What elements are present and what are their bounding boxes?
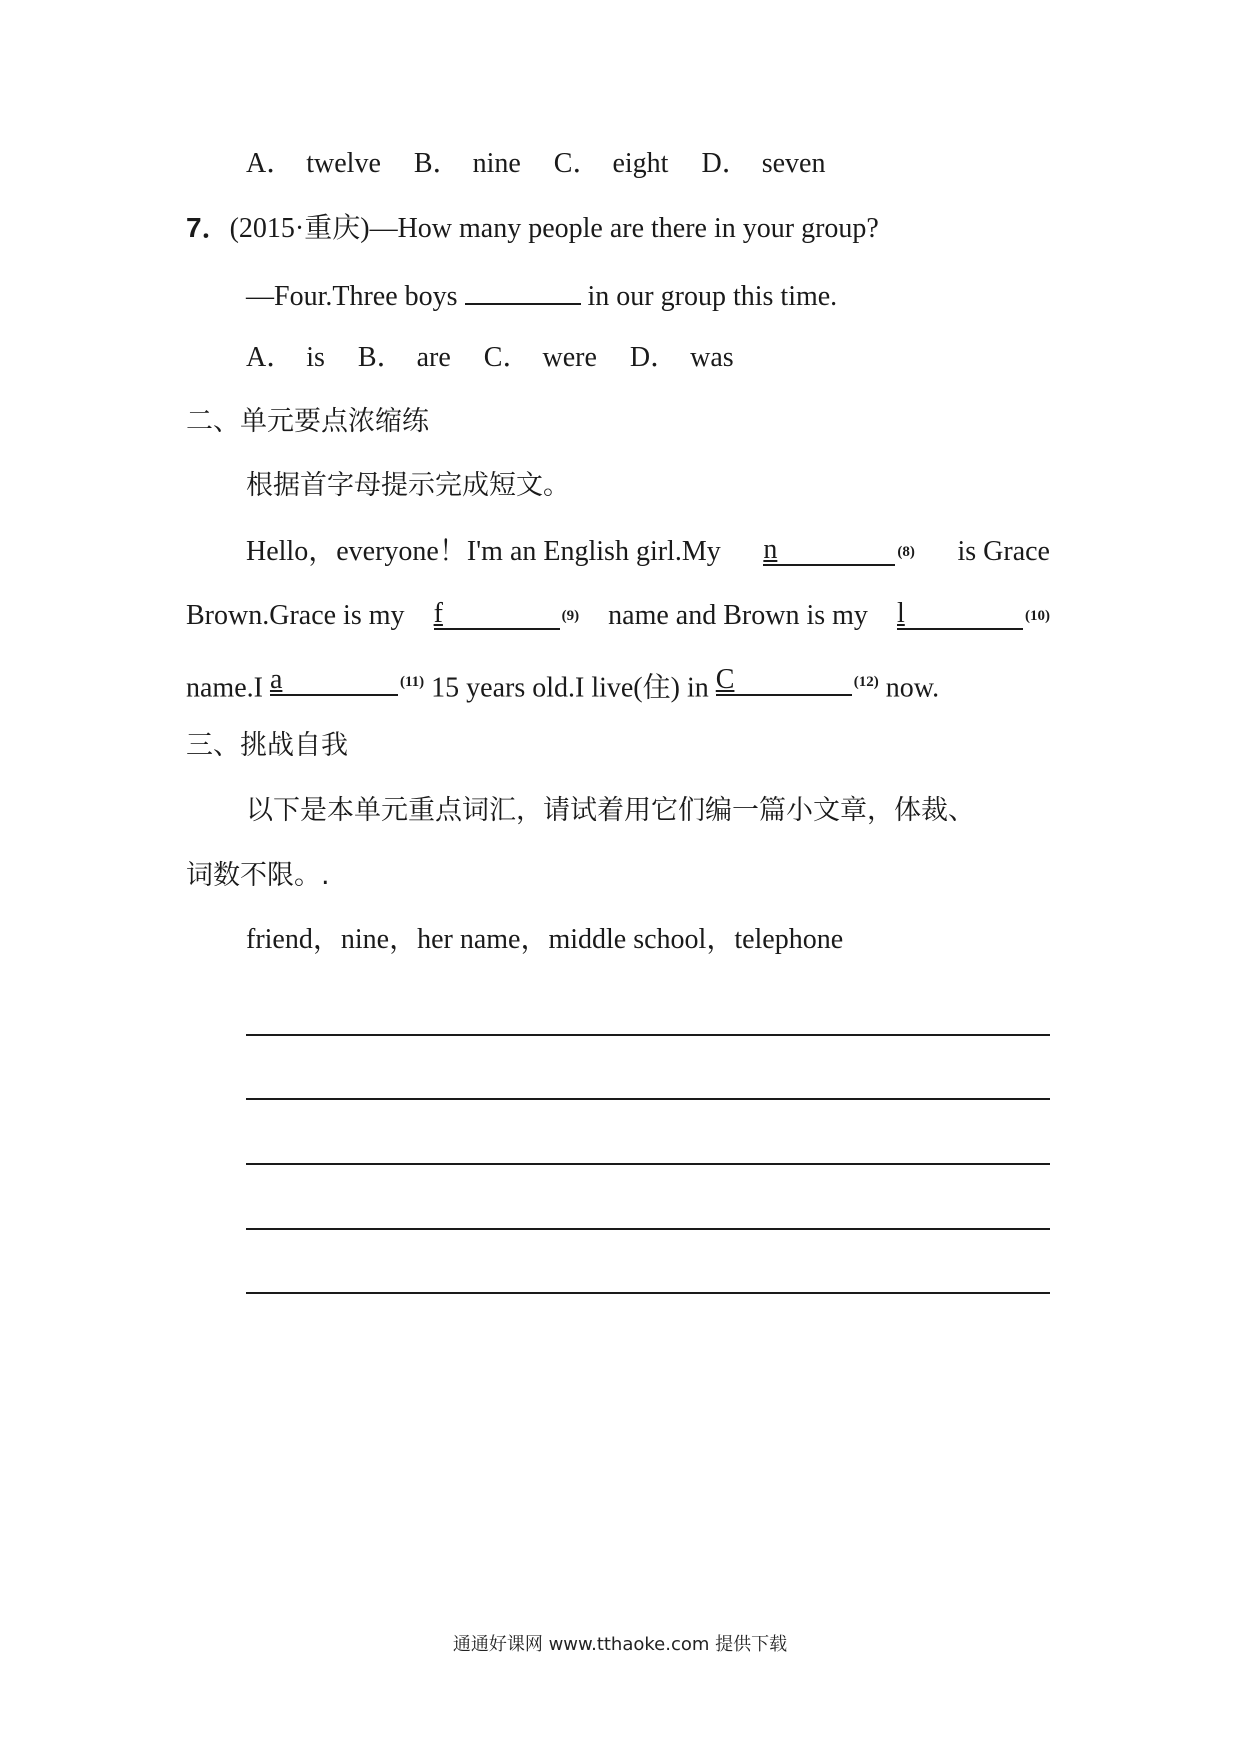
q7-number: 7． (186, 212, 230, 243)
q7-option-a: A． is (246, 342, 325, 373)
passage-line-1: Hello，everyone！I'm an English girl.My n $^{(8)}$ is Grace (246, 534, 1050, 567)
writing-line-3[interactable] (246, 1163, 1050, 1165)
writing-line-5[interactable] (246, 1292, 1050, 1294)
q7-source: (2015·重庆) (229, 213, 370, 244)
writing-line-4[interactable] (246, 1228, 1050, 1230)
writing-line-2[interactable] (246, 1098, 1050, 1100)
q7-option-c: C． were (483, 342, 597, 373)
section2-instruction: 根据首字母提示完成短文。 (246, 470, 570, 501)
q7-option-b: B． are (357, 342, 451, 373)
section3-instruction-2: 词数不限。. (186, 860, 330, 891)
blank-12[interactable]: C (716, 666, 852, 696)
section3-title: 三、挑战自我 (186, 730, 348, 761)
footer-source: 通通好课网 www.tthaoke.com 提供下载 (452, 1634, 788, 1655)
passage-line-3: name.I a $^{(11)}$ 15 years old.I live(住) in C $^{(12)}$ now. (186, 664, 940, 704)
q7-question-text: —How many people are there in your group? (369, 213, 879, 244)
q6-option-a: A． twelve (246, 148, 381, 179)
q6-option-d: D． seven (701, 148, 826, 179)
vocab-list: friend，nine，her name，middle school，telephone (246, 924, 844, 955)
section2-title: 二、单元要点浓缩练 (186, 406, 429, 437)
q7-options (246, 340, 760, 376)
blank-8[interactable]: n (763, 536, 895, 566)
q7-answer: —Four.Three boys in our group this time. (246, 275, 837, 315)
q7-question (186, 210, 879, 247)
q6-options (246, 146, 851, 182)
section3-instruction-1: 以下是本单元重点词汇，请试着用它们编一篇小文章，体裁、 (246, 795, 975, 826)
passage-line-2: Brown.Grace is my f $^{(9)}$ name and Brown is my l $^{(10)}$ (186, 598, 1050, 631)
q6-option-c: C． eight (553, 148, 669, 179)
blank-9[interactable]: f (434, 600, 560, 630)
q7-option-d: D． was (629, 342, 734, 373)
blank-11[interactable]: a (270, 666, 398, 696)
q7-blank[interactable] (465, 275, 581, 305)
writing-line-1[interactable] (246, 1034, 1050, 1036)
q6-option-b: B． nine (413, 148, 521, 179)
blank-10[interactable]: l (897, 600, 1023, 630)
